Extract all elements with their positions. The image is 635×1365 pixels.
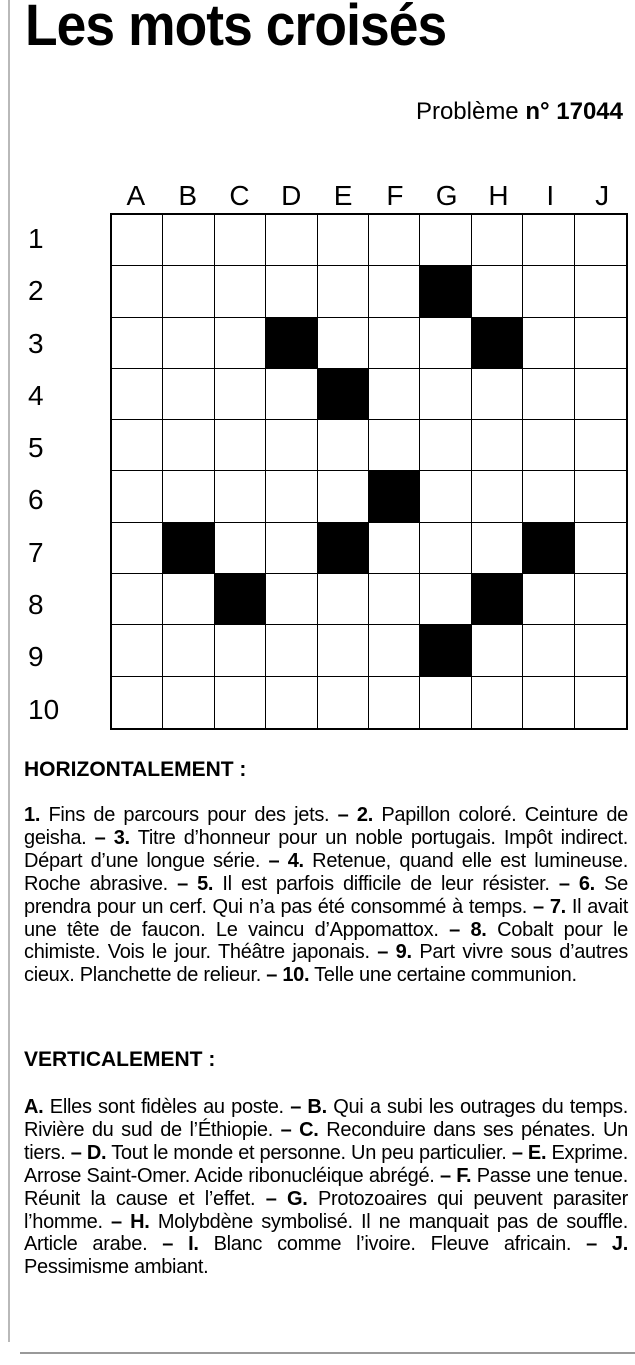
grid-cell-a7[interactable] bbox=[112, 523, 163, 574]
clue-separator: – bbox=[65, 1141, 87, 1164]
clue-number: J. bbox=[611, 1233, 629, 1256]
clue-text: Il est parfois difficile de leur résister. bbox=[222, 872, 550, 895]
grid-cell-g10[interactable] bbox=[420, 677, 471, 728]
clue-separator: – bbox=[506, 1141, 528, 1164]
black-cell-c8 bbox=[215, 574, 266, 625]
problem-number-value: n° 17044 bbox=[525, 98, 623, 125]
column-label-i: I bbox=[546, 180, 555, 211]
column-label-g: G bbox=[435, 180, 458, 211]
grid-cell-b1[interactable] bbox=[163, 215, 214, 266]
row-label-4: 4 bbox=[28, 379, 44, 411]
grid-cell-f4[interactable] bbox=[369, 369, 420, 420]
grid-cell-h9[interactable] bbox=[472, 625, 523, 676]
grid-cell-c1[interactable] bbox=[215, 215, 266, 266]
grid-cell-c9[interactable] bbox=[215, 625, 266, 676]
grid-cell-j4[interactable] bbox=[575, 369, 626, 420]
clue-text: Papillon coloré. Ceinture de geisha. bbox=[24, 804, 628, 849]
grid-cell-h10[interactable] bbox=[472, 677, 523, 728]
grid-cell-j10[interactable] bbox=[575, 677, 626, 728]
clue-text: Qui a subi les outrages du temps. Rivière du sud de l’Éthiopie. bbox=[24, 1096, 629, 1141]
clue-text: Retenue, quand elle est lumineuse. Roche abrasive. bbox=[24, 849, 628, 895]
clue-text: Reconduire dans ses pénates. Un tiers. bbox=[24, 1118, 628, 1164]
row-labels bbox=[22, 213, 92, 736]
grid-cell-j9[interactable] bbox=[575, 625, 626, 676]
clue-separator: – bbox=[86, 826, 114, 849]
clue-number: 4. bbox=[287, 849, 304, 872]
grid-cell-i9[interactable] bbox=[523, 625, 574, 676]
grid-cell-c10[interactable] bbox=[215, 677, 266, 728]
grid-cell-h5[interactable] bbox=[472, 420, 523, 471]
grid-cell-d8[interactable] bbox=[266, 574, 317, 625]
column-label-h: H bbox=[488, 180, 509, 211]
clue-text: Tout le monde et personne. Un peu particulier. bbox=[111, 1141, 507, 1164]
row-label-2: 2 bbox=[28, 275, 44, 307]
clue-separator: – bbox=[283, 1096, 308, 1118]
grid-cell-c6[interactable] bbox=[215, 471, 266, 522]
row-label-3: 3 bbox=[28, 327, 44, 359]
grid-cell-f9[interactable] bbox=[369, 625, 420, 676]
clue-text: Pessimisme ambiant. bbox=[24, 1256, 209, 1279]
grid-cell-c3[interactable] bbox=[215, 318, 266, 369]
grid-cell-e10[interactable] bbox=[318, 677, 369, 728]
clue-number: 10. bbox=[282, 964, 310, 987]
grid-cell-j8[interactable] bbox=[575, 574, 626, 625]
clue-number: 1. bbox=[24, 804, 41, 826]
clue-text: Cobalt pour le chimiste. Vois le jour. Théâtre japonais. bbox=[24, 918, 628, 964]
horizontal-clues bbox=[24, 804, 628, 987]
clue-separator: – bbox=[571, 1233, 612, 1256]
grid-cell-f1[interactable] bbox=[369, 215, 420, 266]
horizontal-heading: HORIZONTALEMENT : bbox=[24, 758, 247, 781]
clue-separator: – bbox=[369, 941, 396, 964]
grid-cell-f2[interactable] bbox=[369, 266, 420, 317]
grid-cell-b9[interactable] bbox=[163, 625, 214, 676]
problem-number bbox=[416, 98, 623, 126]
column-label-a: A bbox=[126, 180, 146, 211]
grid-cell-j7[interactable] bbox=[575, 523, 626, 574]
black-cell-h8 bbox=[472, 574, 523, 625]
grid-cell-g7[interactable] bbox=[420, 523, 471, 574]
grid-cell-a9[interactable] bbox=[112, 625, 163, 676]
clue-text: Elles sont fidèles au poste. bbox=[49, 1096, 284, 1118]
grid-cell-d5[interactable] bbox=[266, 420, 317, 471]
clue-text: Titre d’honneur pour un noble portugais. Impôt indirect. Départ d’une longue série. bbox=[24, 826, 628, 872]
grid-cell-i4[interactable] bbox=[523, 369, 574, 420]
grid-cell-a4[interactable] bbox=[112, 369, 163, 420]
row-label-6: 6 bbox=[28, 484, 44, 516]
grid-cell-g8[interactable] bbox=[420, 574, 471, 625]
row-label-9: 9 bbox=[28, 641, 44, 673]
clue-number: 2. bbox=[356, 804, 373, 826]
clue-number: 7. bbox=[549, 895, 566, 918]
clue-text: Blanc comme l’ivoire. Fleuve africain. bbox=[213, 1233, 572, 1256]
clue-number: C. bbox=[299, 1118, 319, 1141]
column-labels bbox=[110, 179, 628, 213]
black-cell-f6 bbox=[369, 471, 420, 522]
grid-cell-e1[interactable] bbox=[318, 215, 369, 266]
clue-number: G. bbox=[287, 1187, 308, 1210]
vertical-heading: VERTICALEMENT : bbox=[24, 1048, 216, 1071]
clue-separator: – bbox=[272, 1118, 300, 1141]
grid-cell-c2[interactable] bbox=[215, 266, 266, 317]
grid-cell-e6[interactable] bbox=[318, 471, 369, 522]
grid-cell-d9[interactable] bbox=[266, 625, 317, 676]
grid-cell-j5[interactable] bbox=[575, 420, 626, 471]
grid-cell-a5[interactable] bbox=[112, 420, 163, 471]
grid-cell-h7[interactable] bbox=[472, 523, 523, 574]
column-label-d: D bbox=[281, 180, 302, 211]
clue-separator: – bbox=[261, 964, 283, 987]
grid-cell-i8[interactable] bbox=[523, 574, 574, 625]
grid-cell-f3[interactable] bbox=[369, 318, 420, 369]
grid-cell-d6[interactable] bbox=[266, 471, 317, 522]
clue-number: 5. bbox=[197, 872, 214, 895]
grid-cell-d1[interactable] bbox=[266, 215, 317, 266]
grid-cell-i6[interactable] bbox=[523, 471, 574, 522]
row-label-7: 7 bbox=[28, 536, 44, 568]
grid-cell-e2[interactable] bbox=[318, 266, 369, 317]
clue-text: Passe une tenue. Réunit la cause et l’effet. bbox=[24, 1164, 629, 1210]
grid-cell-f8[interactable] bbox=[369, 574, 420, 625]
clue-separator: – bbox=[329, 804, 357, 826]
clue-text: Exprime. Arrose Saint-Omer. Acide ribonucléique abrégé. bbox=[24, 1141, 628, 1187]
clue-number: I. bbox=[188, 1233, 199, 1256]
clue-text: Part vivre sous d’autres cieux. Planchette de relieur. bbox=[24, 941, 628, 987]
grid-cell-i5[interactable] bbox=[523, 420, 574, 471]
clue-text: Telle une certaine communion. bbox=[314, 964, 577, 987]
grid-cell-i2[interactable] bbox=[523, 266, 574, 317]
grid-cell-d2[interactable] bbox=[266, 266, 317, 317]
black-cell-b7 bbox=[163, 523, 214, 574]
grid-cell-b2[interactable] bbox=[163, 266, 214, 317]
clue-separator: – bbox=[260, 849, 288, 872]
problem-label: Problème bbox=[415, 98, 519, 125]
grid-cell-f7[interactable] bbox=[369, 523, 420, 574]
black-cell-g2 bbox=[420, 266, 471, 317]
clue-separator: – bbox=[549, 872, 579, 895]
grid-cell-e9[interactable] bbox=[318, 625, 369, 676]
grid-cell-h4[interactable] bbox=[472, 369, 523, 420]
grid-cell-b3[interactable] bbox=[163, 318, 214, 369]
clue-separator: – bbox=[434, 1164, 457, 1187]
grid-cell-a2[interactable] bbox=[112, 266, 163, 317]
grid-cell-h2[interactable] bbox=[472, 266, 523, 317]
grid-cell-d4[interactable] bbox=[266, 369, 317, 420]
grid-cell-c7[interactable] bbox=[215, 523, 266, 574]
column-label-b: B bbox=[178, 180, 198, 211]
clue-number: 6. bbox=[578, 872, 595, 895]
clue-number: E. bbox=[527, 1141, 547, 1164]
grid-cell-j3[interactable] bbox=[575, 318, 626, 369]
clue-text: Fins de parcours pour des jets. bbox=[48, 804, 330, 826]
clue-separator: – bbox=[438, 918, 471, 941]
page-title: Les mots croisés bbox=[25, 0, 447, 58]
clue-number: F. bbox=[456, 1164, 472, 1187]
bottom-rule bbox=[20, 1352, 635, 1354]
grid-cell-i10[interactable] bbox=[523, 677, 574, 728]
clue-text: Protozoaires qui peuvent parasiter l’homme. bbox=[24, 1187, 628, 1233]
grid-cell-b5[interactable] bbox=[163, 420, 214, 471]
clue-separator: – bbox=[167, 872, 198, 895]
clue-number: B. bbox=[307, 1096, 327, 1118]
black-cell-e4 bbox=[318, 369, 369, 420]
clue-separator: – bbox=[147, 1233, 189, 1256]
clue-number: 3. bbox=[113, 826, 130, 849]
grid-cell-i1[interactable] bbox=[523, 215, 574, 266]
black-cell-e7 bbox=[318, 523, 369, 574]
row-label-8: 8 bbox=[28, 589, 44, 621]
row-label-1: 1 bbox=[28, 223, 44, 254]
grid-cell-e8[interactable] bbox=[318, 574, 369, 625]
column-label-j: J bbox=[595, 180, 610, 211]
clue-separator: – bbox=[527, 895, 550, 918]
grid-cell-d7[interactable] bbox=[266, 523, 317, 574]
crossword-grid bbox=[110, 213, 628, 730]
clue-number: H. bbox=[130, 1210, 150, 1233]
clue-number: D. bbox=[86, 1141, 107, 1164]
row-label-10: 10 bbox=[28, 693, 60, 725]
grid-cell-g5[interactable] bbox=[420, 420, 471, 471]
grid-cell-e3[interactable] bbox=[318, 318, 369, 369]
black-cell-i7 bbox=[523, 523, 574, 574]
grid-cell-a6[interactable] bbox=[112, 471, 163, 522]
clue-number: A. bbox=[24, 1096, 44, 1118]
clue-text: Se prendra pour un cerf. Qui n’a pas été consommé à temps. bbox=[24, 872, 628, 918]
grid-cell-a1[interactable] bbox=[112, 215, 163, 266]
grid-cell-a10[interactable] bbox=[112, 677, 163, 728]
black-cell-g9 bbox=[420, 625, 471, 676]
grid-cell-j1[interactable] bbox=[575, 215, 626, 266]
grid-cell-f5[interactable] bbox=[369, 420, 420, 471]
clue-number: 9. bbox=[395, 941, 412, 964]
vertical-clues bbox=[24, 1096, 628, 1279]
grid-cell-g1[interactable] bbox=[420, 215, 471, 266]
left-border-rule bbox=[8, 0, 10, 1342]
grid-cell-h1[interactable] bbox=[472, 215, 523, 266]
column-label-e: E bbox=[333, 180, 353, 211]
grid-cell-g6[interactable] bbox=[420, 471, 471, 522]
clue-separator: – bbox=[255, 1187, 288, 1210]
grid-cell-g4[interactable] bbox=[420, 369, 471, 420]
grid-cell-j6[interactable] bbox=[575, 471, 626, 522]
clue-text: Il avait une tête de faucon. Le vaincu d’Appomattox. bbox=[24, 895, 628, 941]
grid-cell-f10[interactable] bbox=[369, 677, 420, 728]
grid-cell-b8[interactable] bbox=[163, 574, 214, 625]
grid-cell-i3[interactable] bbox=[523, 318, 574, 369]
grid-cell-b10[interactable] bbox=[163, 677, 214, 728]
grid-cell-b6[interactable] bbox=[163, 471, 214, 522]
grid-cell-e5[interactable] bbox=[318, 420, 369, 471]
clue-separator: – bbox=[102, 1210, 131, 1233]
grid-cell-a3[interactable] bbox=[112, 318, 163, 369]
row-label-5: 5 bbox=[28, 432, 44, 464]
clue-text: Molybdène symbolisé. Il ne manquait pas de souffle. Article arabe. bbox=[24, 1210, 629, 1256]
grid-cell-j2[interactable] bbox=[575, 266, 626, 317]
grid-cell-h6[interactable] bbox=[472, 471, 523, 522]
black-cell-d3 bbox=[266, 318, 317, 369]
grid-cell-a8[interactable] bbox=[112, 574, 163, 625]
column-label-c: C bbox=[229, 180, 250, 211]
clue-number: 8. bbox=[470, 918, 487, 941]
grid-cell-d10[interactable] bbox=[266, 677, 317, 728]
grid-cell-c5[interactable] bbox=[215, 420, 266, 471]
column-label-f: F bbox=[386, 180, 404, 211]
black-cell-h3 bbox=[472, 318, 523, 369]
grid-cell-g3[interactable] bbox=[420, 318, 471, 369]
grid-cell-b4[interactable] bbox=[163, 369, 214, 420]
grid-cell-c4[interactable] bbox=[215, 369, 266, 420]
